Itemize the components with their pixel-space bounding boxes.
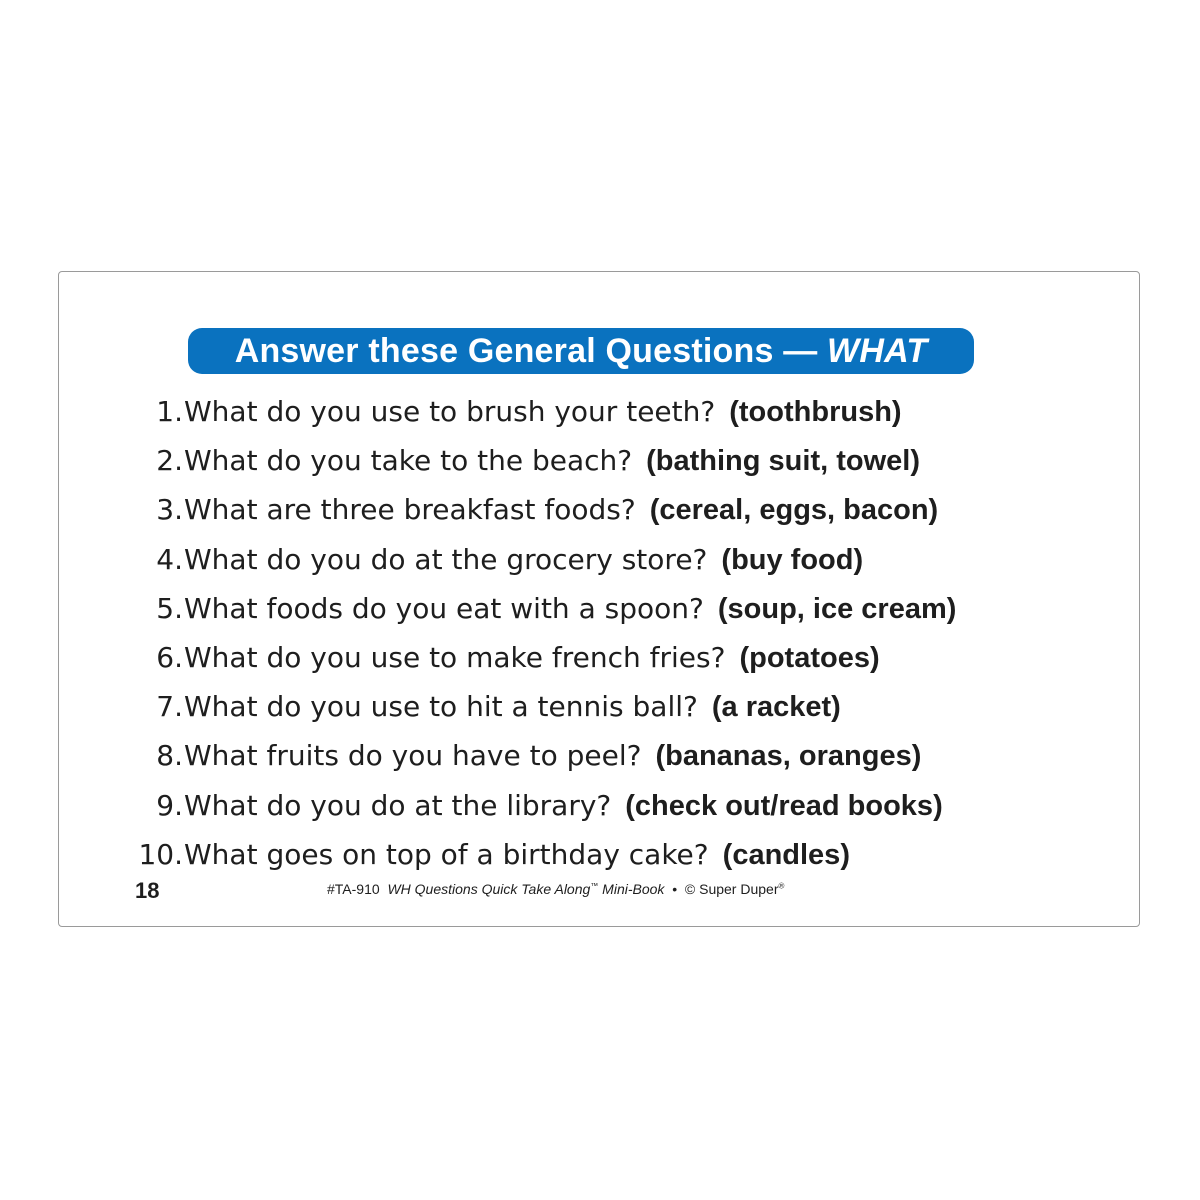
question-card <box>58 271 1140 927</box>
question-text: What foods do you eat with a spoon? <box>184 591 704 625</box>
question-item <box>59 833 1139 882</box>
question-text: What do you do at the grocery store? <box>184 542 708 576</box>
question-text: What are three breakfast foods? <box>184 493 636 527</box>
question-number: 5. <box>156 591 183 625</box>
question-body <box>184 784 943 828</box>
question-text: What fruits do you have to peel? <box>184 739 642 773</box>
question-item <box>59 636 1139 685</box>
question-number: 4. <box>156 542 183 576</box>
question-item <box>59 734 1139 783</box>
question-number: 9. <box>156 788 183 822</box>
question-number: 1. <box>156 395 183 428</box>
question-body <box>184 538 863 582</box>
question-text: What do you take to the beach? <box>184 444 633 478</box>
question-body <box>184 390 902 434</box>
question-answer: (toothbrush) <box>729 396 902 428</box>
question-number: 3. <box>156 493 183 527</box>
question-answer: (soup, ice cream) <box>717 592 957 625</box>
question-number: 6. <box>156 640 183 674</box>
question-answer: (check out/read books) <box>625 789 943 822</box>
question-item <box>59 390 1139 439</box>
question-answer: (cereal, eggs, bacon) <box>649 494 939 527</box>
question-text: What do you use to brush your teeth? <box>184 395 716 428</box>
question-answer: (a racket) <box>711 691 841 724</box>
page-number: 18 <box>135 878 160 903</box>
book-title: WH Questions Quick Take Along™ Mini-Book <box>387 881 665 897</box>
question-item <box>59 587 1139 636</box>
question-answer: (candles) <box>722 838 850 871</box>
title-text: Answer these General Questions — <box>234 332 828 370</box>
question-number: 7. <box>156 690 183 724</box>
question-number: 10. <box>138 837 183 871</box>
title-banner <box>188 328 974 374</box>
question-number: 8. <box>156 739 183 773</box>
title-emphasis: WHAT <box>827 332 928 370</box>
question-answer: (bathing suit, towel) <box>646 445 920 478</box>
question-number: 2. <box>156 444 183 478</box>
question-body <box>184 636 880 680</box>
question-item <box>59 538 1139 587</box>
question-body <box>184 685 841 729</box>
question-answer: (buy food) <box>721 543 864 576</box>
question-list <box>59 390 1139 882</box>
question-item <box>59 784 1139 833</box>
question-body <box>184 439 920 483</box>
question-item <box>59 488 1139 537</box>
question-body <box>184 833 850 877</box>
question-text: What do you use to hit a tennis ball? <box>184 690 698 724</box>
question-item <box>59 685 1139 734</box>
question-answer: (potatoes) <box>739 641 880 674</box>
question-text: What do you use to make french fries? <box>184 640 726 674</box>
publisher: © Super Duper® <box>684 881 785 897</box>
bullet-separator: • <box>672 881 678 897</box>
question-item <box>59 439 1139 488</box>
question-body <box>184 587 956 631</box>
question-answer: (bananas, oranges) <box>655 740 922 773</box>
question-body <box>184 488 938 532</box>
question-body <box>184 734 921 778</box>
question-text: What goes on top of a birthday cake? <box>184 837 709 871</box>
product-code: #TA-910 <box>327 881 380 897</box>
question-text: What do you do at the library? <box>184 788 612 822</box>
footer-credit <box>327 881 784 897</box>
